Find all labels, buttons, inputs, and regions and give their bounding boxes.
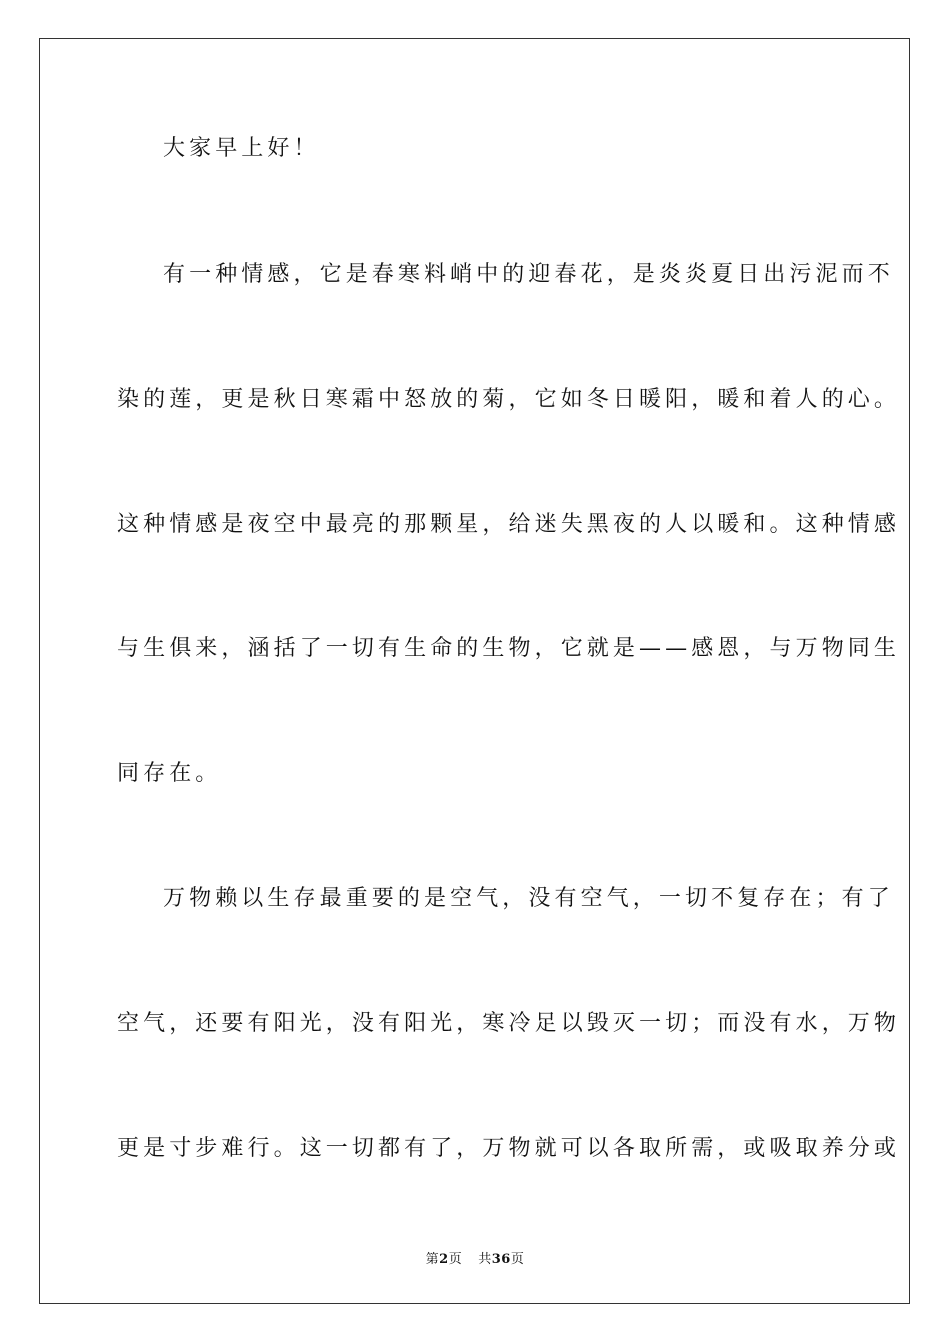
greeting-line: 大家早上好！ — [163, 136, 320, 161]
paragraph-1-line-5: 同存在。 — [117, 761, 222, 786]
paragraph-1-line-1: 有一种情感，它是春寒料峭中的迎春花，是炎炎夏日出污泥而不 — [163, 262, 894, 287]
paragraph-2-line-2: 空气，还要有阳光，没有阳光，寒冷足以毁灭一切；而没有水，万物 — [117, 1011, 901, 1036]
paragraph-2-line-1: 万物赖以生存最重要的是空气，没有空气，一切不复存在；有了 — [163, 886, 894, 911]
page-indicator: 第2页 — [425, 1252, 463, 1267]
page-border — [39, 38, 910, 1304]
page-number: 2 — [439, 1252, 449, 1267]
total-pages: 36 — [491, 1252, 511, 1267]
page-footer — [0, 1248, 950, 1267]
paragraph-1-line-2: 染的莲，更是秋日寒霜中怒放的菊，它如冬日暖阳，暖和着人的心。 — [117, 387, 901, 412]
paragraph-2-line-3: 更是寸步难行。这一切都有了，万物就可以各取所需，或吸取养分或 — [117, 1136, 901, 1161]
paragraph-1-line-3: 这种情感是夜空中最亮的那颗星，给迷失黑夜的人以暖和。这种情感 — [117, 512, 901, 537]
total-pages-indicator: 共36页 — [478, 1252, 525, 1267]
paragraph-1-line-4: 与生俱来，涵括了一切有生命的生物，它就是——感恩，与万物同生 — [117, 636, 901, 661]
